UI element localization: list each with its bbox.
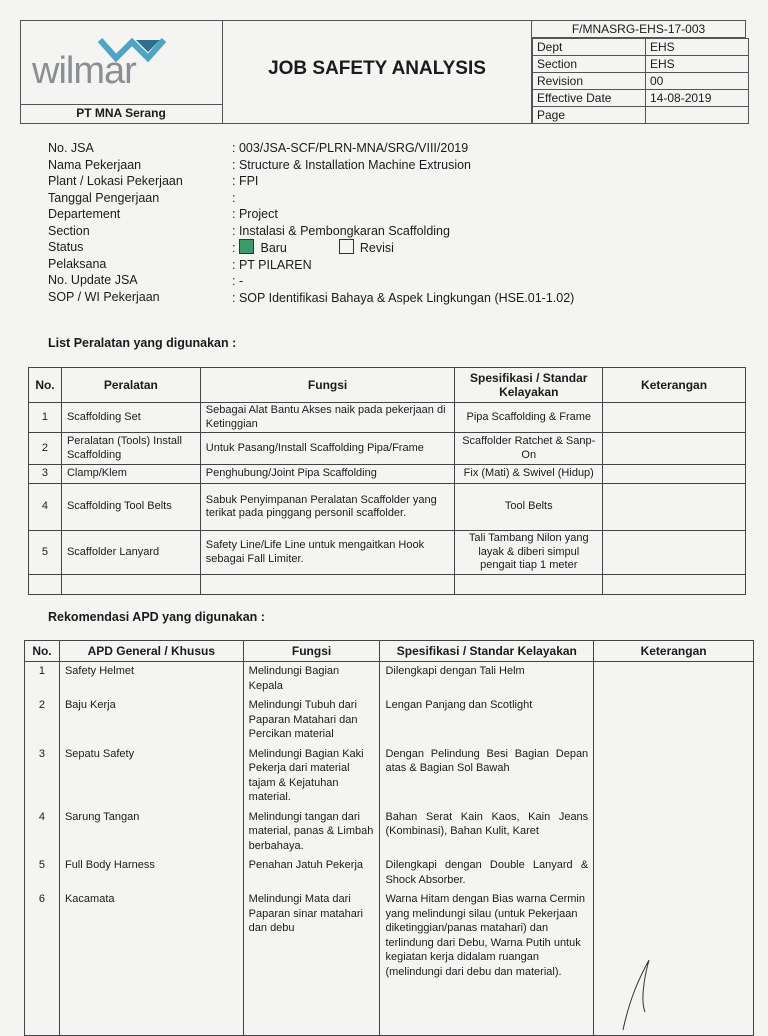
row-fungsi: Melindungi Tubuh dari Paparan Matahari dan Percikan material bbox=[243, 696, 380, 745]
column-header: Spesifikasi / Standar Kelayakan bbox=[380, 641, 594, 662]
row-no: 1 bbox=[29, 403, 62, 433]
row-spec: Bahan Serat Kain Kaos, Kain Jeans (Kombinasi), Bahan Kulit, Karet bbox=[380, 808, 594, 857]
info-value: : bbox=[232, 241, 236, 255]
info-label: No. JSA bbox=[48, 141, 94, 155]
column-header: Keterangan bbox=[594, 641, 754, 662]
row-no: 3 bbox=[25, 745, 60, 808]
row-item: Baju Kerja bbox=[59, 696, 243, 745]
row-fungsi: Sebagai Alat Bantu Akses naik pada pekerjaan di Ketinggian bbox=[200, 403, 455, 433]
status-baru-checkbox[interactable] bbox=[239, 239, 254, 254]
meta-value: EHS bbox=[646, 56, 749, 73]
info-value: : FPI bbox=[232, 174, 259, 188]
document-meta-table bbox=[532, 38, 749, 124]
column-header: APD General / Khusus bbox=[59, 641, 243, 662]
info-label: Plant / Lokasi Pekerjaan bbox=[48, 174, 183, 188]
meta-row bbox=[533, 90, 749, 107]
info-value: : Structure & Installation Machine Extrusion bbox=[232, 157, 472, 172]
table-row bbox=[25, 745, 754, 808]
row-keterangan bbox=[603, 484, 746, 531]
row-fungsi: Melindungi Mata dari Paparan sinar matahari dan debu bbox=[243, 890, 380, 1036]
signature-mark bbox=[619, 952, 659, 1032]
info-labels bbox=[48, 140, 183, 305]
row-item: Clamp/Klem bbox=[61, 465, 200, 484]
table-row bbox=[29, 575, 746, 595]
table-row bbox=[29, 403, 746, 433]
row-fungsi: Sabuk Penyimpanan Peralatan Scaffolder yang terikat pada pinggang personil scaffolder. bbox=[200, 484, 455, 531]
table-row bbox=[25, 696, 754, 745]
row-no: 5 bbox=[25, 856, 60, 890]
row-spec: Fix (Mati) & Swivel (Hidup) bbox=[455, 465, 603, 484]
table-row bbox=[29, 531, 746, 575]
apd-section-title: Rekomendasi APD yang digunakan : bbox=[48, 610, 265, 624]
info-value: : bbox=[232, 190, 236, 205]
column-header: Fungsi bbox=[243, 641, 380, 662]
info-label: No. Update JSA bbox=[48, 273, 138, 287]
row-keterangan bbox=[603, 465, 746, 484]
row-no: 3 bbox=[29, 465, 62, 484]
row-keterangan bbox=[594, 808, 754, 857]
table-row bbox=[29, 484, 746, 531]
info-label: Section bbox=[48, 223, 90, 238]
info-value: : Project bbox=[232, 207, 278, 221]
info-value: : PT PILAREN bbox=[232, 257, 312, 272]
row-item: Scaffolder Lanyard bbox=[61, 531, 200, 575]
column-header: Fungsi bbox=[200, 368, 455, 403]
meta-value bbox=[646, 107, 749, 124]
equipment-table bbox=[28, 367, 746, 595]
info-values bbox=[232, 140, 574, 306]
info-label: Departement bbox=[48, 207, 121, 221]
row-item: Sepatu Safety bbox=[59, 745, 243, 808]
info-label: Pelaksana bbox=[48, 256, 107, 271]
info-value: : - bbox=[232, 274, 244, 288]
info-value: : Instalasi & Pembongkaran Scaffolding bbox=[232, 223, 450, 238]
info-label: SOP / WI Pekerjaan bbox=[48, 289, 160, 304]
table-header-row bbox=[25, 641, 754, 662]
row-item: Scaffolding Tool Belts bbox=[61, 484, 200, 531]
column-header: Peralatan bbox=[61, 368, 200, 403]
info-value: : SOP Identifikasi Bahaya & Aspek Lingkungan (HSE.01-1.02) bbox=[232, 290, 575, 305]
row-item: Kacamata bbox=[59, 890, 243, 1036]
row-item bbox=[61, 575, 200, 595]
info-label: Tanggal Pengerjaan bbox=[48, 190, 160, 205]
info-label: Status bbox=[48, 240, 84, 254]
column-header: No. bbox=[29, 368, 62, 403]
row-fungsi: Safety Line/Life Line untuk mengaitkan Hook sebagai Fall Limiter. bbox=[200, 531, 455, 575]
company-name: PT MNA Serang bbox=[76, 106, 166, 120]
wilmar-logo: wilmar bbox=[32, 50, 136, 92]
row-no bbox=[29, 575, 62, 595]
row-keterangan bbox=[594, 890, 754, 1036]
row-spec: Dengan Pelindung Besi Bagian Depan atas & Bagian Sol Bawah bbox=[380, 745, 594, 808]
status-revisi-checkbox[interactable] bbox=[339, 239, 354, 254]
document-title: JOB SAFETY ANALYSIS bbox=[268, 58, 486, 79]
row-keterangan bbox=[603, 575, 746, 595]
column-header: Keterangan bbox=[603, 368, 746, 403]
table-row bbox=[25, 890, 754, 1036]
row-keterangan bbox=[603, 433, 746, 465]
meta-key: Effective Date bbox=[533, 90, 646, 107]
table-row bbox=[29, 433, 746, 465]
row-no: 2 bbox=[29, 433, 62, 465]
meta-value: EHS bbox=[646, 39, 749, 56]
row-keterangan bbox=[603, 403, 746, 433]
row-spec: Tali Tambang Nilon yang layak & diberi simpul pengait tiap 1 meter bbox=[455, 531, 603, 575]
row-keterangan bbox=[603, 531, 746, 575]
row-no: 6 bbox=[25, 890, 60, 1036]
status-baru-label: Baru bbox=[260, 241, 287, 255]
row-keterangan bbox=[594, 856, 754, 890]
row-spec: Warna Hitam dengan Bias warna Cermin yang melindungi silau (untuk Pekerjaan diketinggian/panas matahari) dan terlindung dari Debu, Warna Putih untuk kegiatan kerja didalam ruangan (melindungi dari debu dan material). bbox=[380, 890, 594, 1036]
row-spec: Tool Belts bbox=[455, 484, 603, 531]
row-item: Safety Helmet bbox=[59, 662, 243, 697]
row-no: 4 bbox=[25, 808, 60, 857]
column-header: Spesifikasi / Standar Kelayakan bbox=[455, 368, 603, 403]
row-fungsi: Melindungi Bagian Kaki Pekerja dari material tajam & Kejatuhan material. bbox=[243, 745, 380, 808]
row-fungsi bbox=[200, 575, 455, 595]
row-fungsi: Melindungi tangan dari material, panas & Limbah berbahaya. bbox=[243, 808, 380, 857]
meta-row bbox=[533, 39, 749, 56]
table-row bbox=[25, 662, 754, 697]
document-code: F/MNASRG-EHS-17-003 bbox=[532, 20, 746, 38]
row-no: 5 bbox=[29, 531, 62, 575]
row-spec: Dilengkapi dengan Double Lanyard & Shock Absorber. bbox=[380, 856, 594, 890]
meta-key: Revision bbox=[533, 73, 646, 90]
meta-row bbox=[533, 73, 749, 90]
table-row bbox=[29, 465, 746, 484]
table-row bbox=[25, 856, 754, 890]
table-header-row bbox=[29, 368, 746, 403]
row-spec: Lengan Panjang dan Scotlight bbox=[380, 696, 594, 745]
meta-value: 14-08-2019 bbox=[646, 90, 749, 107]
row-no: 4 bbox=[29, 484, 62, 531]
row-spec: Scaffolder Ratchet & Sanp-On bbox=[455, 433, 603, 465]
row-spec: Dilengkapi dengan Tali Helm bbox=[380, 662, 594, 697]
meta-value: 00 bbox=[646, 73, 749, 90]
row-fungsi: Penghubung/Joint Pipa Scaffolding bbox=[200, 465, 455, 484]
row-spec bbox=[455, 575, 603, 595]
row-fungsi: Untuk Pasang/Install Scaffolding Pipa/Frame bbox=[200, 433, 455, 465]
row-no: 2 bbox=[25, 696, 60, 745]
row-item: Full Body Harness bbox=[59, 856, 243, 890]
apd-table bbox=[24, 640, 754, 1036]
row-item: Sarung Tangan bbox=[59, 808, 243, 857]
status-field bbox=[232, 239, 574, 257]
column-header: No. bbox=[25, 641, 60, 662]
row-item: Peralatan (Tools) Install Scaffolding bbox=[61, 433, 200, 465]
status-revisi-label: Revisi bbox=[359, 241, 394, 255]
row-no: 1 bbox=[25, 662, 60, 697]
meta-key: Dept bbox=[533, 39, 646, 56]
equipment-section-title: List Peralatan yang digunakan : bbox=[48, 336, 237, 350]
row-spec: Pipa Scaffolding & Frame bbox=[455, 403, 603, 433]
row-fungsi: Melindungi Bagian Kepala bbox=[243, 662, 380, 697]
table-row bbox=[25, 808, 754, 857]
meta-row bbox=[533, 107, 749, 124]
info-value: : 003/JSA-SCF/PLRN-MNA/SRG/VIII/2019 bbox=[232, 141, 469, 155]
row-keterangan bbox=[594, 696, 754, 745]
meta-key: Page bbox=[533, 107, 646, 124]
row-keterangan bbox=[594, 662, 754, 697]
info-label: Nama Pekerjaan bbox=[48, 157, 142, 172]
row-item: Scaffolding Set bbox=[61, 403, 200, 433]
meta-key: Section bbox=[533, 56, 646, 73]
row-fungsi: Penahan Jatuh Pekerja bbox=[243, 856, 380, 890]
row-keterangan bbox=[594, 745, 754, 808]
meta-row bbox=[533, 56, 749, 73]
